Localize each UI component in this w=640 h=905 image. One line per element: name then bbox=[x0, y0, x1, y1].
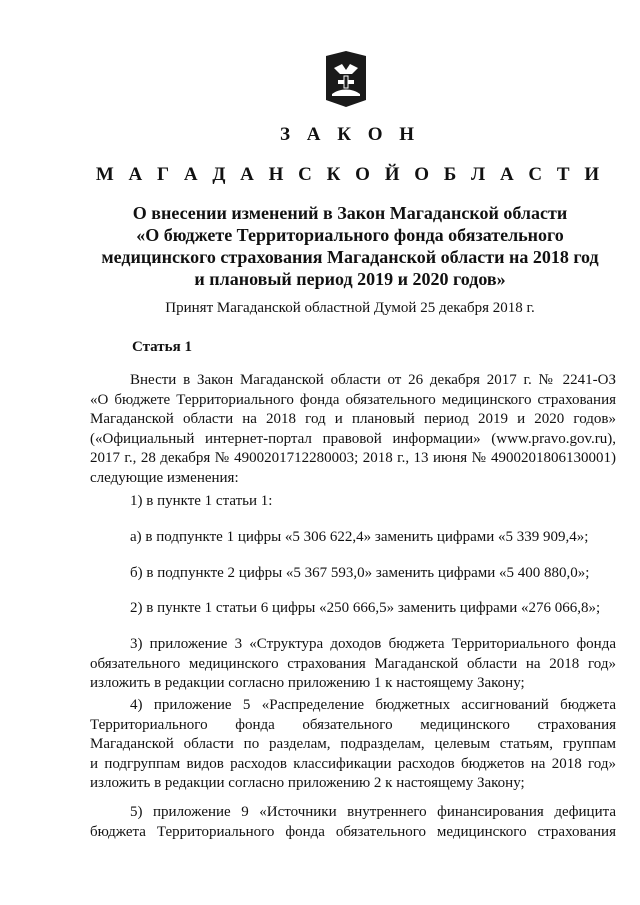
paragraph-line: «О бюджете Территориального фонда обязательного медицинского страхования bbox=[90, 391, 616, 408]
paragraph-line: 2017 г., 28 декабря № 4900201712280003; 2018 г., 13 июня № 4900201806130001) bbox=[90, 450, 616, 466]
item-1a: а) в подпункте 1 цифры «5 306 622,4» заменить цифрами «5 339 909,4»; bbox=[130, 529, 589, 545]
paragraph-line: обязательного медицинского страхования Магаданской области на 2018 год» bbox=[90, 655, 616, 672]
paragraph-line: изложить в редакции согласно приложению 2 к настоящему Закону; bbox=[90, 775, 525, 791]
paragraph-line: («Официальный интернет-портал правовой информации» (www.pravo.gov.ru), bbox=[90, 430, 616, 447]
item-1b: б) в подпункте 2 цифры «5 367 593,0» заменить цифрами «5 400 880,0»; bbox=[130, 565, 590, 581]
subtitle-line: и плановый период 2019 и 2020 годов» bbox=[194, 269, 506, 289]
item-5 bbox=[90, 803, 616, 842]
subtitle-line: «О бюджете Территориального фонда обязательного bbox=[136, 225, 564, 245]
paragraph-line: 5) приложение 9 «Источники внутреннего финансирования дефицита bbox=[130, 804, 616, 820]
coat-of-arms-icon bbox=[322, 50, 370, 108]
item-2: 2) в пункте 1 статьи 6 цифры «250 666,5» заменить цифрами «276 066,8»; bbox=[130, 600, 601, 616]
paragraph-line: Магаданской области на 2018 год и плановый период 2019 и 2020 годов» bbox=[90, 411, 616, 427]
paragraph-line: изложить в редакции согласно приложению 1 к настоящему Закону; bbox=[90, 675, 525, 691]
item-1: 1) в пункте 1 статьи 1: bbox=[130, 493, 273, 509]
subtitle-line: О внесении изменений в Закон Магаданской области bbox=[132, 203, 568, 223]
item-4 bbox=[90, 696, 616, 794]
paragraph-line: Магаданской области по разделам, подразделам, целевым статьям, группам bbox=[90, 736, 616, 752]
adoption-note: Принят Магаданской областной Думой 25 декабря 2018 г. bbox=[165, 300, 535, 316]
subtitle-line: медицинского страхования Магаданской области на 2018 год bbox=[101, 247, 599, 267]
paragraph-line: Внести в Закон Магаданской области от 26 декабря 2017 г. № 2241-ОЗ bbox=[130, 372, 616, 388]
article-heading: Статья 1 bbox=[132, 339, 192, 355]
paragraph-line: 3) приложение 3 «Структура доходов бюджета Территориального фонда bbox=[130, 636, 616, 652]
intro-paragraph bbox=[90, 371, 616, 488]
paragraph-line: и подгруппам видов расходов классификации расходов бюджетов на 2018 год» bbox=[90, 755, 616, 772]
paragraph-line: следующие изменения: bbox=[90, 469, 239, 486]
law-subtitle bbox=[60, 202, 640, 290]
region-title: М А Г А Д А Н С К О Й О Б Л А С Т И bbox=[95, 164, 605, 185]
paragraph-line: Территориального фонда обязательного медицинского страхования bbox=[90, 716, 616, 733]
paragraph-line: 4) приложение 5 «Распределение бюджетных ассигнований бюджета bbox=[130, 697, 616, 713]
law-title: З А К О Н bbox=[279, 124, 421, 145]
item-3 bbox=[90, 635, 616, 694]
paragraph-line: бюджета Территориального фонда обязательного медицинского страхования bbox=[90, 823, 616, 840]
